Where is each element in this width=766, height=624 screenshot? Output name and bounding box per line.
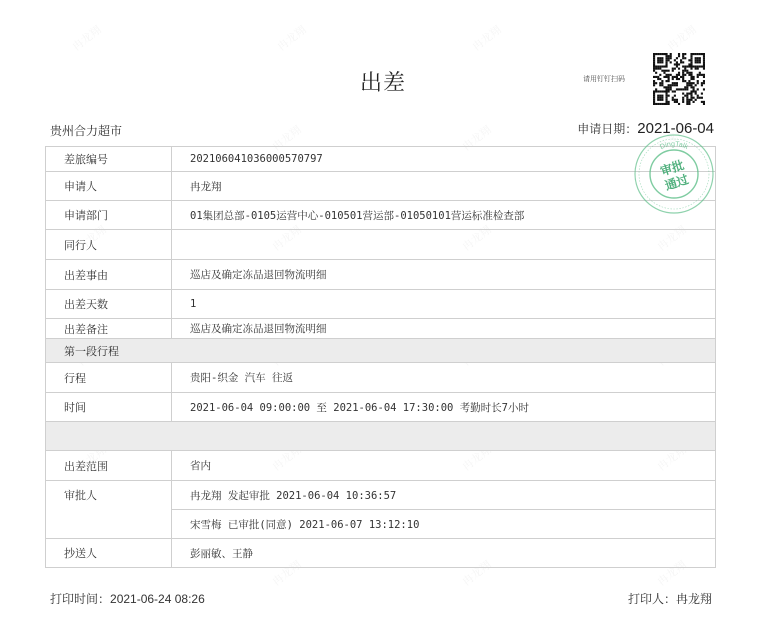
scope-value: 省内 [172, 451, 716, 481]
section-row [46, 339, 716, 363]
company-name: 贵州合力超市 [50, 124, 123, 138]
approver-label-cont [46, 510, 172, 539]
printer-name: 打印人：冉龙翔 [627, 592, 712, 606]
department-value: 01集团总部-0105运营中心-010501营运部-01050101营运标准检查部 [172, 201, 716, 230]
apply-date-label: 申请日期： [577, 122, 638, 136]
table-row [46, 451, 716, 481]
table-row [46, 393, 716, 422]
watermark-text [274, 22, 310, 55]
companion-label: 同行人 [46, 230, 172, 260]
blank-row [46, 422, 716, 451]
table-row [46, 260, 716, 290]
approver-line-2: 宋雪梅 已审批(同意) 2021-06-07 13:12:10 [172, 510, 716, 539]
route-label: 行程 [46, 363, 172, 393]
approver-line-1: 冉龙翔 发起审批 2021-06-04 10:36:57 [172, 481, 716, 510]
approver-label: 审批人 [46, 481, 172, 510]
table-row [46, 539, 716, 568]
table-row [46, 510, 716, 539]
table-row [46, 363, 716, 393]
watermark-text [69, 22, 105, 55]
reason-value: 巡店及确定冻品退回物流明细 [172, 260, 716, 290]
print-time [50, 590, 205, 607]
watermark-text [469, 22, 505, 55]
qr-code-icon [653, 53, 705, 105]
table-row [46, 481, 716, 510]
table-row [46, 319, 716, 339]
qr-hint: 请用钉钉扫码 [583, 75, 625, 83]
cc-value: 彭丽敏、王静 [172, 539, 716, 568]
reason-label: 出差事由 [46, 260, 172, 290]
section-title: 第一段行程 [46, 339, 716, 363]
days-value: 1 [172, 290, 716, 319]
companion-value [172, 230, 716, 260]
trip-no-label: 差旅编号 [46, 147, 172, 172]
time-label: 时间 [46, 393, 172, 422]
days-label: 出差天数 [46, 290, 172, 319]
stamp-line-2: 通过 [663, 172, 691, 193]
approval-stamp [632, 132, 716, 216]
blank-cell [46, 422, 716, 451]
print-time-value: 2021-06-24 08:26 [110, 592, 205, 606]
stamp-ring-text: DingTalk [659, 140, 689, 151]
remark-label: 出差备注 [46, 319, 172, 339]
time-value: 2021-06-04 09:00:00 至 2021-06-04 17:30:00 考勤时长7小时 [172, 393, 716, 422]
table-row [46, 172, 716, 201]
cc-label: 抄送人 [46, 539, 172, 568]
table-row [46, 147, 716, 172]
route-value: 贵阳-织金 汽车 往返 [172, 363, 716, 393]
applicant-value: 冉龙翔 [172, 172, 716, 201]
stamp-line-1: 审批 [658, 157, 686, 179]
table-row [46, 290, 716, 319]
applicant-label: 申请人 [46, 172, 172, 201]
scope-label: 出差范围 [46, 451, 172, 481]
table-row [46, 201, 716, 230]
trip-no-value: 202106041036000570797 [172, 147, 716, 172]
apply-date-value: 2021-06-04 [637, 120, 714, 137]
page-title: 出差 [359, 71, 406, 96]
remark-value: 巡店及确定冻品退回物流明细 [172, 319, 716, 339]
department-label: 申请部门 [46, 201, 172, 230]
trip-form-table [45, 146, 716, 568]
watermark-text [664, 22, 700, 55]
print-time-label: 打印时间： [50, 592, 111, 606]
table-row [46, 230, 716, 260]
